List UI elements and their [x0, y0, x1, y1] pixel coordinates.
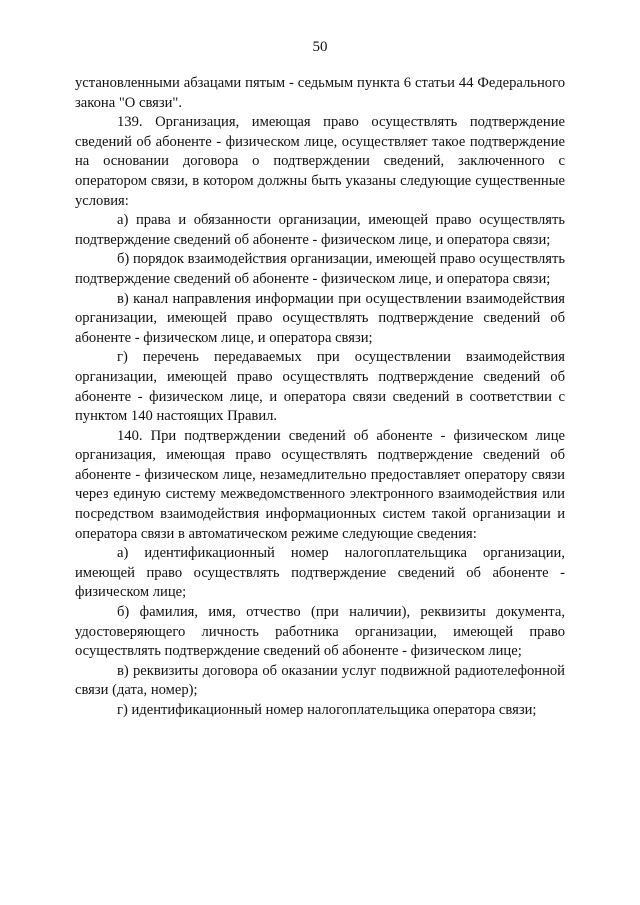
paragraph-140-item-g: г) идентификационный номер налогоплательщика оператора связи; — [117, 702, 537, 718]
paragraph-139-item-g: г) перечень передаваемых при осуществлении взаимодействия организации, имеющей право осуществлять подтверждение сведений об абоненте - физическом лице, и оператора связи сведений в соответствии с пунктом 140 настоящих Правил. — [75, 349, 565, 425]
paragraph-140-item-v: в) реквизиты договора об оказании услуг подвижной радиотелефонной связи (дата, номер); — [75, 662, 565, 699]
paragraph-139-item-v: в) канал направления информации при осуществлении взаимодействия организации, имеющей право осуществлять подтверждение сведений об абоненте - физическом лице, и оператора связи; — [75, 290, 565, 346]
page-number: 50 — [312, 39, 328, 55]
paragraph-clause-140: 140. При подтверждении сведений об абоненте - физическом лице организация, имеющая право осуществлять подтверждение сведений об абоненте - физическом лице, незамедлительно предоставляет оператору связи через единую систему межведомственного электронного взаимодействия или посредством взаимодействия информационных систем такой организации и оператора связи в автоматическом режиме следующие сведения: — [75, 427, 565, 542]
paragraph-clause-139: 139. Организация, имеющая право осуществлять подтверждение сведений об абоненте - физическом лице, осуществляет такое подтверждение на основании договора о подтверждении сведений, заключенного с оператором связи, в котором должны быть указаны следующие существенные условия: — [75, 114, 565, 209]
paragraph-139-item-a: а) права и обязанности организации, имеющей право осуществлять подтверждение сведений об абоненте - физическом лице, и оператора связи; — [75, 212, 565, 248]
document-body — [75, 74, 565, 721]
paragraph-continuation: установленными абзацами пятым - седьмым пункта 6 статьи 44 Федерального закона "О связи". — [75, 75, 565, 111]
paragraph-139-item-b: б) порядок взаимодействия организации, имеющей право осуществлять подтверждение сведений об абоненте - физическом лице, и оператора связи; — [75, 251, 565, 287]
paragraph-140-item-b: б) фамилия, имя, отчество (при наличии), реквизиты документа, удостоверяющего личность работника организации, имеющей право осуществлять подтверждение сведений об абоненте - физическом лице; — [75, 604, 565, 660]
paragraph-140-item-a: а) идентификационный номер налогоплательщика организации, имеющей право осуществлять подтверждение сведений об абоненте - физическом лице; — [75, 545, 565, 601]
